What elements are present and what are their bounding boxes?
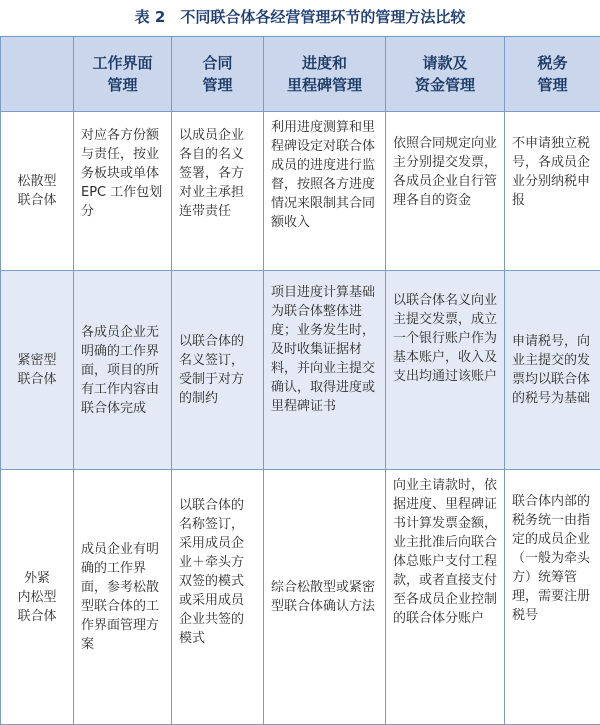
table-cell: 对应各方份额与责任，按业务板块或单体 EPC 工作包划分 — [74, 112, 172, 271]
row-label-tight: 紧密型 联合体 — [1, 271, 74, 470]
header-contract: 合同 管理 — [172, 37, 264, 112]
table-cell: 联合体内部的税务统一由指定的成员企业（一般为牵头方）统筹管理，需要注册税号 — [505, 470, 600, 725]
table-cell: 向业主请款时，依据进度、里程碑证书计算发票金额，业主批准后向联合体总账户支付工程款，或者直接支付至各成员企业控制的联合体分账户 — [386, 470, 505, 725]
table-cell: 利用进度测算和里程碑设定对联合体成员的进度进行监督，按照各方进度情况来限制其合同额收入 — [264, 112, 386, 271]
table-row-mixed — [1, 470, 600, 725]
table-cell: 各成员企业无明确的工作界面，项目的所有工作内容由联合体完成 — [74, 271, 172, 470]
header-progress-milestone: 进度和 里程碑管理 — [264, 37, 386, 112]
table-cell: 成员企业有明确的工作界面，参考松散型联合体的工作界面管理方案 — [74, 470, 172, 725]
table-caption: 表 2 不同联合体各经营管理环节的管理方法比较 — [0, 0, 600, 36]
table-cell: 不申请独立税号，各成员企业分别纳税申报 — [505, 112, 600, 271]
header-work-interface: 工作界面 管理 — [74, 37, 172, 112]
table-row-tight — [1, 271, 600, 470]
table-header-row — [1, 37, 600, 112]
header-tax: 税务 管理 — [505, 37, 600, 112]
table-cell: 申请税号，向业主提交的发票均以联合体的税号为基础 — [505, 271, 600, 470]
header-corner — [1, 37, 74, 112]
table-cell: 以联合体的名义签订，受制于对方的制约 — [172, 271, 264, 470]
table-row-loose — [1, 112, 600, 271]
table-cell: 以联合体的名称签订，采用成员企业＋牵头方双签的模式或采用成员企业共签的模式 — [172, 470, 264, 725]
table-cell: 依照合同规定向业主分别提交发票，各成员企业自行管理各自的资金 — [386, 112, 505, 271]
header-payment-funds: 请款及 资金管理 — [386, 37, 505, 112]
row-label-mixed: 外紧 内松型 联合体 — [1, 470, 74, 725]
table-cell: 项目进度计算基础为联合体整体进度；业务发生时，及时收集证据材料，并向业主提交确认，取得进度或里程碑证书 — [264, 271, 386, 470]
table-cell: 以联合体名义向业主提交发票，成立一个银行账户作为基本账户，收入及支出均通过该账户 — [386, 271, 505, 470]
row-label-loose: 松散型 联合体 — [1, 112, 74, 271]
table-cell: 综合松散型或紧密型联合体确认方法 — [264, 470, 386, 725]
comparison-table — [0, 36, 600, 725]
table-cell: 以成员企业各自的名义签署，各方对业主承担连带责任 — [172, 112, 264, 271]
